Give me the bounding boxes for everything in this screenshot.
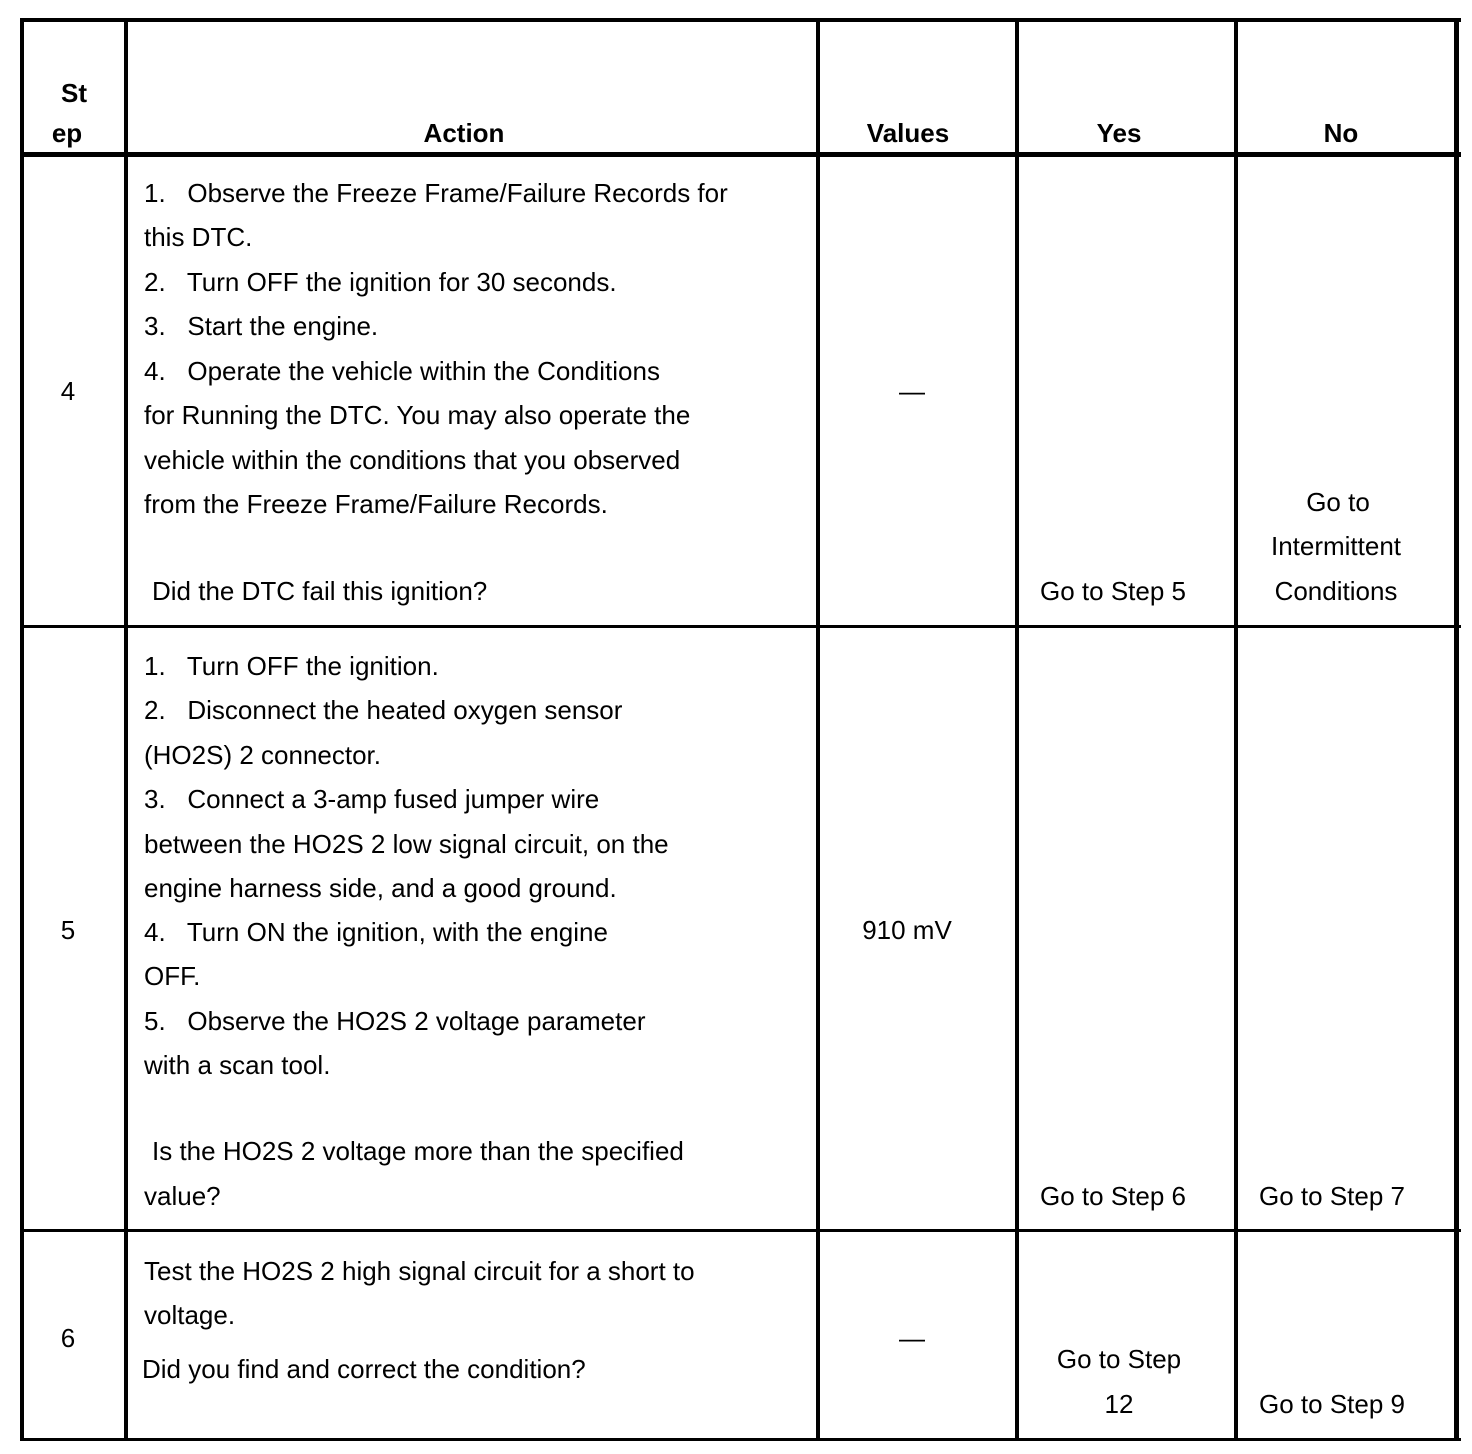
header-values: Values: [866, 118, 950, 148]
action-line: 1. Observe the Freeze Frame/Failure Records for: [144, 178, 728, 208]
action-line: 4. Turn ON the ignition, with the engine: [144, 917, 608, 947]
action-line: 1. Turn OFF the ignition.: [144, 651, 439, 681]
action-question: Did the DTC fail this ignition?: [152, 576, 488, 606]
action-line: from the Freeze Frame/Failure Records.: [144, 489, 608, 519]
action-line: (HO2S) 2 connector.: [144, 740, 381, 770]
no-cell-line: Go to: [1306, 487, 1370, 517]
action-line: OFF.: [144, 961, 201, 991]
col-divider-values-yes: [1015, 18, 1019, 1441]
action-line: 3. Start the engine.: [144, 311, 379, 341]
col-divider-action-values: [816, 18, 820, 1441]
step-number: 5: [60, 915, 76, 945]
header-divider: [20, 152, 1461, 157]
header-action: Action: [423, 118, 505, 148]
col-divider-step-action: [124, 18, 128, 1441]
table-border-top: [20, 18, 1461, 22]
action-question: Did you find and correct the condition?: [142, 1354, 586, 1384]
row-divider-5-6: [20, 1229, 1461, 1232]
row-divider-4-5: [20, 625, 1461, 628]
header-step-line2: ep: [51, 118, 83, 148]
table-border-bottom: [20, 1438, 1461, 1441]
action-line: 4. Operate the vehicle within the Conditions: [144, 356, 660, 386]
header-yes: Yes: [1096, 118, 1142, 148]
action-line: vehicle within the conditions that you observed: [144, 445, 681, 475]
step-number: 6: [60, 1323, 76, 1353]
table-border-right: [1454, 18, 1459, 1441]
value-cell: 910 mV: [862, 915, 952, 945]
action-line: for Running the DTC. You may also operate the: [144, 400, 691, 430]
header-step-line1: St: [61, 78, 87, 108]
action-line: between the HO2S 2 low signal circuit, on the: [144, 829, 669, 859]
table-border-left: [20, 18, 24, 1441]
no-cell: Go to Step 9: [1259, 1389, 1405, 1419]
col-divider-yes-no: [1234, 18, 1238, 1441]
action-line: 5. Observe the HO2S 2 voltage parameter: [144, 1006, 646, 1036]
action-line: 2. Disconnect the heated oxygen sensor: [144, 695, 623, 725]
action-line: 3. Connect a 3-amp fused jumper wire: [144, 784, 600, 814]
value-cell: —: [899, 1323, 925, 1353]
yes-cell-line: Go to Step: [1056, 1344, 1182, 1374]
action-line: 2. Turn OFF the ignition for 30 seconds.: [144, 267, 617, 297]
action-question-line: value?: [144, 1181, 221, 1211]
yes-cell: Go to Step 6: [1040, 1181, 1186, 1211]
header-no: No: [1323, 118, 1359, 148]
no-cell: Go to Step 7: [1259, 1181, 1405, 1211]
value-cell: —: [899, 376, 925, 406]
step-number: 4: [60, 376, 76, 406]
action-line: with a scan tool.: [144, 1050, 331, 1080]
action-line: Test the HO2S 2 high signal circuit for a short to: [144, 1256, 695, 1286]
action-line: this DTC.: [144, 222, 253, 252]
yes-cell-line: 12: [1104, 1389, 1134, 1419]
action-line: engine harness side, and a good ground.: [144, 873, 617, 903]
action-question-line: Is the HO2S 2 voltage more than the specified: [152, 1136, 684, 1166]
no-cell-line: Conditions: [1274, 576, 1398, 606]
action-line: voltage.: [144, 1300, 236, 1330]
no-cell-line: Intermittent: [1270, 531, 1402, 561]
yes-cell: Go to Step 5: [1040, 576, 1186, 606]
